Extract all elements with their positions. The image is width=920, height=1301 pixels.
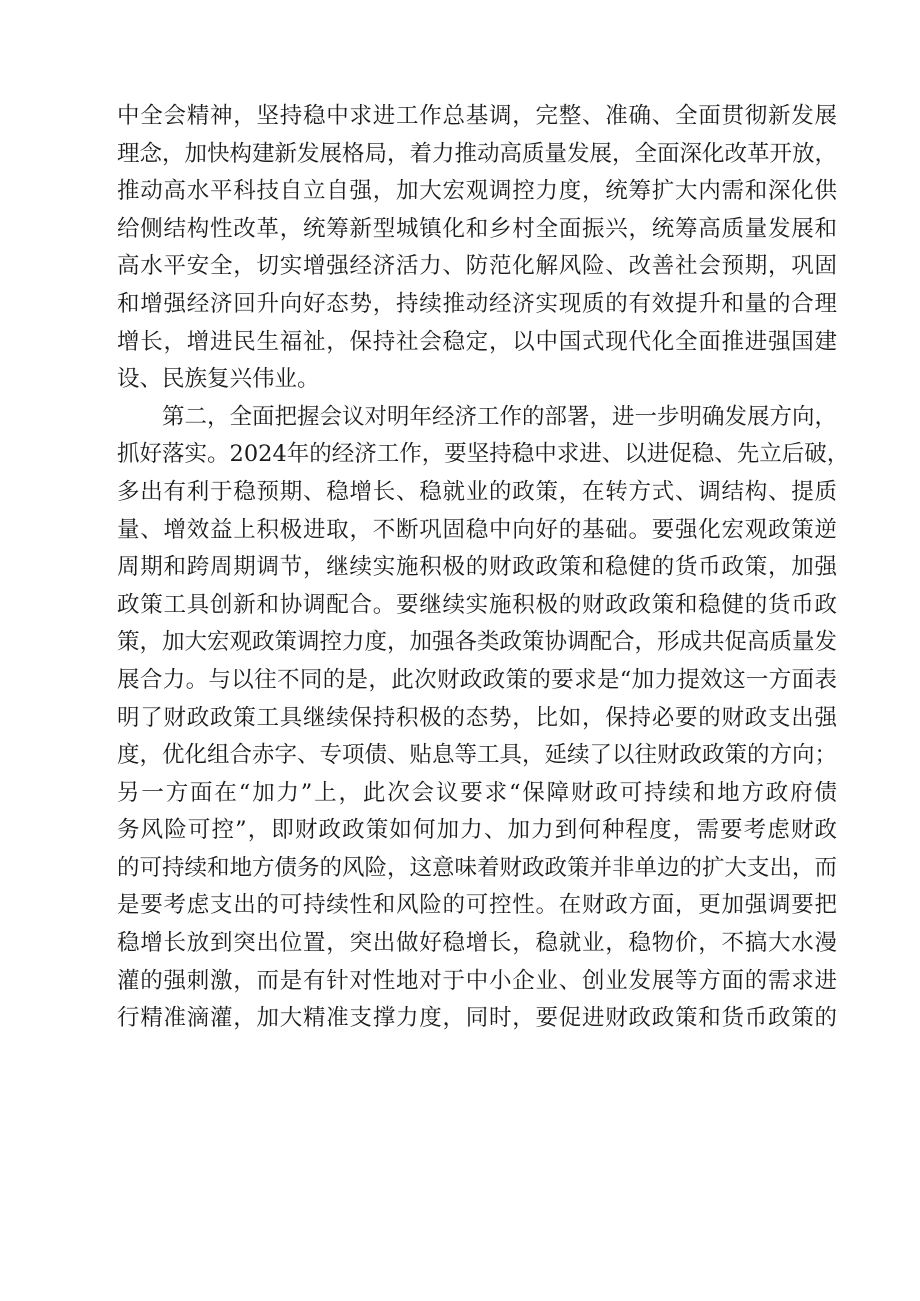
paragraph-first-line: 第二，全面把握会议对明年经济工作的部署，进一步明确发展方向， — [162, 403, 838, 430]
text-line: 灌的强刺激，而是有针对性地对于中小企业、创业发展等方面的需求进 — [117, 967, 837, 994]
text-line: 的可持续和地方债务的风险，这意味着财政政策并非单边的扩大支出，而 — [117, 854, 838, 881]
text-line: 推动高水平科技自立自强，加大宏观调控力度，统筹扩大内需和深化供 — [117, 178, 837, 205]
text-line: 策，加大宏观政策调控力度，加强各类政策协调配合，形成共促高质量发 — [117, 629, 838, 656]
text-line: 给侧结构性改革，统筹新型城镇化和乡村全面振兴，统筹高质量发展和 — [117, 215, 837, 242]
text-line: 抓好落实。2024年的经济工作，要坚持稳中求进、以进促稳、先立后破， — [117, 441, 850, 468]
text-line: 高水平安全，切实增强经济活力、防范化解风险、改善社会预期，巩固 — [117, 253, 837, 280]
text-line: 度，优化组合赤字、专项债、贴息等工具，延续了以往财政政策的方向； — [117, 742, 838, 769]
text-line: 设、民族复兴伟业。 — [117, 366, 320, 393]
text-line: 务风险可控”，即财政政策如何加力、加力到何种程度，需要考虑财政 — [117, 817, 837, 844]
text-line: 多出有利于稳预期、稳增长、稳就业的政策，在转方式、调结构、提质 — [117, 478, 837, 505]
text-line: 另一方面在“加力”上，此次会议要求“保障财政可持续和地方政府债 — [117, 779, 837, 806]
text-line: 是要考虑支出的可持续性和风险的可控性。在财政方面，更加强调要把 — [117, 892, 837, 919]
text-line: 理念，加快构建新发展格局，着力推动高质量发展，全面深化改革开放， — [117, 140, 838, 167]
text-line: 明了财政政策工具继续保持积极的态势，比如，保持必要的财政支出强 — [117, 704, 837, 731]
text-line: 政策工具创新和协调配合。要继续实施积极的财政政策和稳健的货币政 — [117, 591, 837, 618]
text-line: 周期和跨周期调节，继续实施积极的财政政策和稳健的货币政策，加强 — [117, 554, 837, 581]
text-line: 中全会精神，坚持稳中求进工作总基调，完整、准确、全面贯彻新发展 — [117, 103, 837, 129]
text-line: 稳增长放到突出位置，突出做好稳增长，稳就业，稳物价，不搞大水漫 — [117, 930, 837, 957]
text-line: 量、增效益上积极进取，不断巩固稳中向好的基础。要强化宏观政策逆 — [117, 516, 837, 543]
text-line: 增长，增进民生福祉，保持社会稳定，以中国式现代化全面推进强国建 — [117, 328, 837, 355]
body-text — [117, 98, 850, 1038]
text-line: 和增强经济回升向好态势，持续推动经济实现质的有效提升和量的合理 — [117, 290, 837, 317]
text-line: 行精准滴灌，加大精准支撑力度，同时，要促进财政政策和货币政策的 — [117, 1005, 837, 1032]
text-line: 展合力。与以往不同的是，此次财政政策的要求是“加力提效这一方面表 — [117, 666, 837, 693]
